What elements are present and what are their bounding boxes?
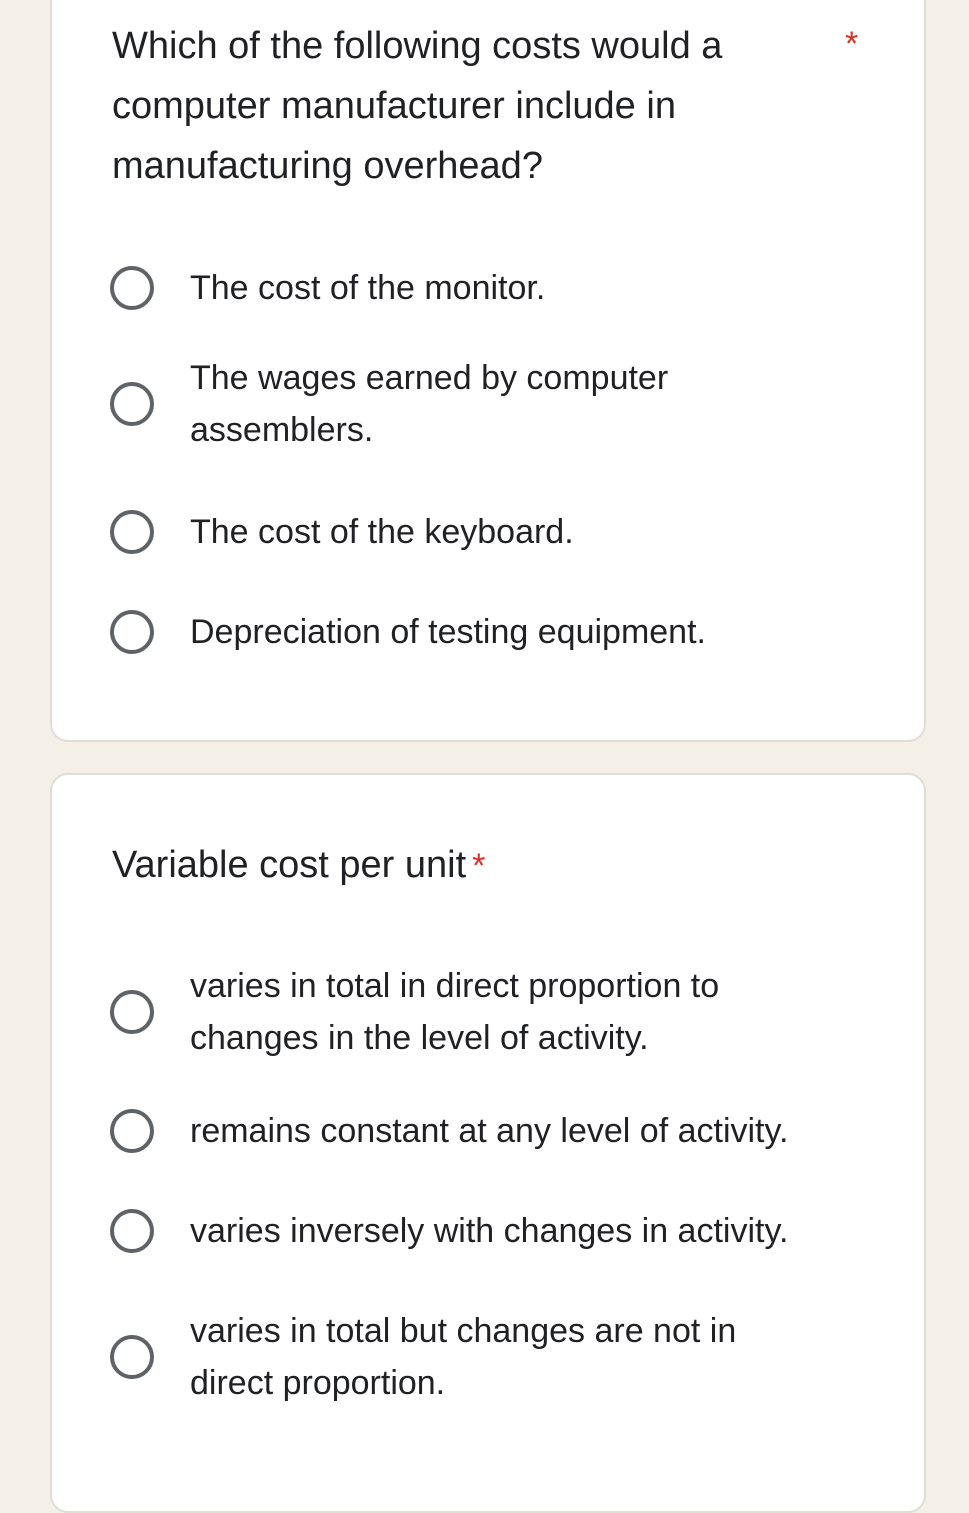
question-card-1 [50, 0, 926, 742]
radio-option-keyboard[interactable] [110, 506, 870, 558]
option-label: Depreciation of testing equipment. [190, 613, 706, 651]
radio-option-monitor[interactable] [110, 262, 870, 314]
option-label: remains constant at any level of activity. [190, 1112, 789, 1150]
radio-option-not-direct[interactable] [110, 1305, 870, 1409]
radio-option-inversely[interactable] [110, 1205, 870, 1257]
radio-button[interactable] [110, 266, 154, 310]
required-asterisk: * [472, 847, 486, 885]
radio-option-wages[interactable] [110, 352, 870, 456]
radio-button[interactable] [110, 382, 154, 426]
option-label: varies inversely with changes in activity. [190, 1212, 789, 1250]
option-label: varies in total but changes are not in direct proportion. [190, 1312, 737, 1402]
option-label: varies in total in direct proportion to changes in the level of activity. [190, 967, 720, 1057]
radio-button[interactable] [110, 1209, 154, 1253]
option-label: The wages earned by computer assemblers. [190, 359, 669, 449]
radio-button[interactable] [110, 510, 154, 554]
radio-button[interactable] [110, 990, 154, 1034]
radio-button[interactable] [110, 610, 154, 654]
required-asterisk: * [845, 25, 859, 63]
radio-option-depreciation[interactable] [110, 606, 870, 658]
option-label: The cost of the keyboard. [190, 513, 574, 551]
question-title-text: Variable cost per unit [112, 844, 467, 886]
question-title: Which of the following costs would a computer manufacturer include in manufacturing overhead? [112, 25, 723, 187]
radio-option-direct-proportion[interactable] [110, 960, 870, 1064]
radio-button[interactable] [110, 1109, 154, 1153]
option-label: The cost of the monitor. [190, 269, 546, 307]
question-title [112, 835, 832, 896]
radio-button[interactable] [110, 1335, 154, 1379]
question-card-2 [50, 773, 926, 1513]
radio-option-constant[interactable] [110, 1105, 870, 1157]
